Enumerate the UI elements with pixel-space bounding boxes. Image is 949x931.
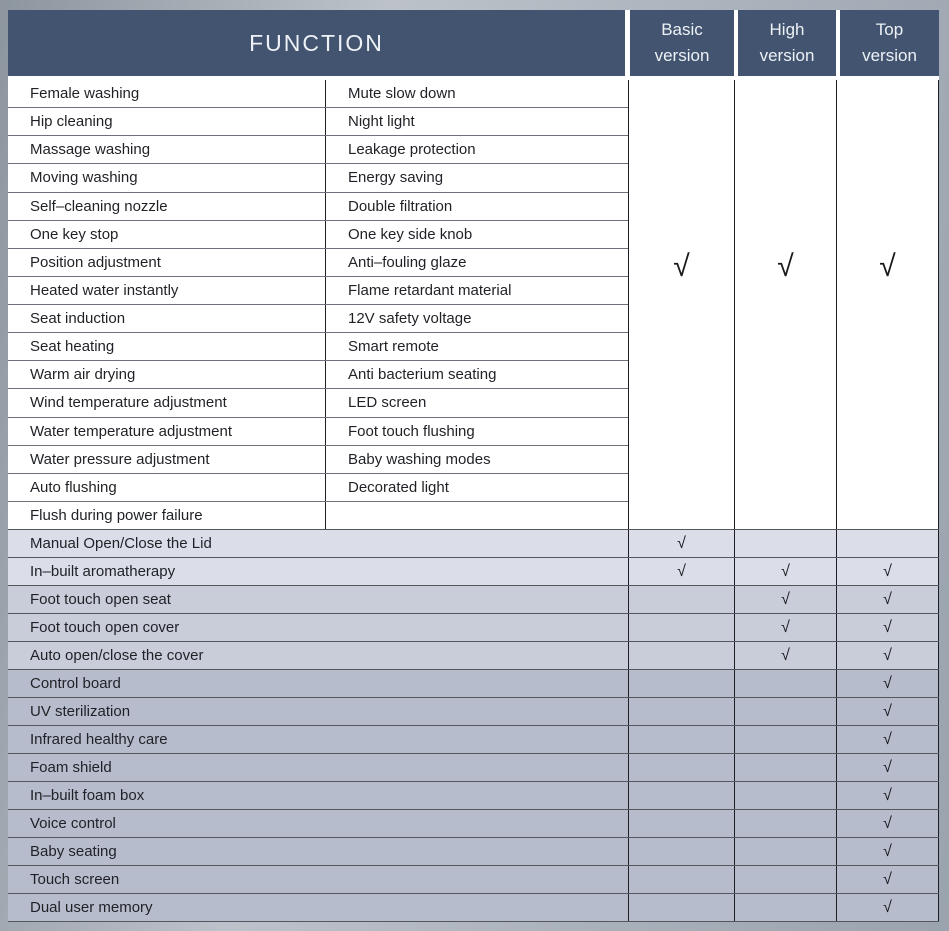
standard-functions-block <box>8 80 939 530</box>
availability-cell-high <box>734 698 836 725</box>
availability-cell-basic <box>628 726 734 753</box>
availability-cell-high <box>734 810 836 837</box>
availability-cell-high <box>734 726 836 753</box>
standard-function-label-right: Double filtration <box>325 193 628 220</box>
availability-cell-basic <box>628 614 734 641</box>
standard-function-label-left: Flush during power failure <box>30 506 203 524</box>
premium-function-label: Control board <box>30 675 121 692</box>
availability-cell-basic <box>628 838 734 865</box>
standard-function-row <box>8 80 628 108</box>
check-mark-top: √ <box>883 870 892 888</box>
premium-function-label: In–built foam box <box>30 787 145 804</box>
availability-cell-basic <box>628 670 734 697</box>
high-version-line2: version <box>759 46 815 65</box>
premium-function-label: Foam shield <box>30 759 112 776</box>
standard-function-label-left: Moving washing <box>30 169 138 187</box>
check-mark-top: √ <box>883 786 892 804</box>
availability-cell-high <box>734 614 836 641</box>
availability-cell-high <box>734 838 836 865</box>
standard-function-row <box>8 249 628 277</box>
standard-function-row <box>8 361 628 389</box>
availability-cell-high <box>734 894 836 921</box>
check-mark-top: √ <box>883 842 892 860</box>
standard-function-row <box>8 305 628 333</box>
premium-function-row <box>8 810 939 838</box>
availability-cell-top <box>836 838 939 865</box>
availability-cell-high <box>734 754 836 781</box>
standard-function-label-left: Seat induction <box>30 310 126 328</box>
standard-function-label-left: Wind temperature adjustment <box>30 394 227 412</box>
standard-function-row <box>8 108 628 136</box>
standard-function-label-right: 12V safety voltage <box>325 305 628 332</box>
availability-cell-basic <box>628 894 734 921</box>
premium-function-label: Touch screen <box>30 871 120 888</box>
standard-function-label-right: Anti–fouling glaze <box>325 249 628 276</box>
function-header-cell: FUNCTION <box>8 10 625 76</box>
premium-function-label: Foot touch open seat <box>30 591 171 608</box>
availability-cell-top <box>836 530 939 557</box>
standard-function-label-left: Water temperature adjustment <box>30 422 233 440</box>
standard-function-label-left: Massage washing <box>30 141 151 159</box>
standard-function-row <box>8 333 628 361</box>
high-version-line1: High <box>769 20 805 39</box>
availability-cell-top <box>836 698 939 725</box>
availability-cell-high <box>734 586 836 613</box>
standard-function-label-right: Foot touch flushing <box>325 418 628 445</box>
premium-function-row <box>8 698 939 726</box>
availability-cell-basic <box>628 754 734 781</box>
check-mark-high: √ <box>781 646 790 664</box>
availability-cell-high <box>734 642 836 669</box>
check-mark-basic: √ <box>677 562 686 580</box>
check-mark-high: √ <box>781 618 790 636</box>
standard-functions-list <box>8 80 628 529</box>
availability-cell-top <box>836 586 939 613</box>
standard-function-label-left: Female washing <box>30 85 140 103</box>
availability-cell-high <box>734 670 836 697</box>
check-mark-top: √ <box>879 250 896 283</box>
availability-cell-basic <box>628 698 734 725</box>
standard-function-label-right: Energy saving <box>325 164 628 191</box>
standard-function-row <box>8 389 628 417</box>
availability-cell-basic <box>628 642 734 669</box>
standard-function-label-left: Warm air drying <box>30 366 136 384</box>
column-header-top-version <box>840 10 939 76</box>
availability-cell-basic <box>628 586 734 613</box>
availability-cell-top <box>836 866 939 893</box>
standard-function-label-left: One key stop <box>30 225 119 243</box>
premium-function-row <box>8 586 939 614</box>
function-comparison-table <box>8 10 939 922</box>
premium-function-row <box>8 642 939 670</box>
standard-function-label-left: Seat heating <box>30 338 115 356</box>
top-version-line2: version <box>862 46 917 65</box>
premium-function-label: Baby seating <box>30 843 117 860</box>
availability-cell-top <box>836 894 939 921</box>
standard-function-label-right: Anti bacterium seating <box>325 361 628 388</box>
premium-function-row <box>8 530 939 558</box>
standard-function-row <box>8 474 628 502</box>
availability-cell-top <box>836 754 939 781</box>
standard-function-label-right: Flame retardant material <box>325 277 628 304</box>
standard-function-label-left: Auto flushing <box>30 478 117 496</box>
availability-cell-high <box>734 530 836 557</box>
basic-version-line2: version <box>654 46 710 65</box>
check-mark-top: √ <box>883 730 892 748</box>
premium-function-row <box>8 866 939 894</box>
premium-functions-list <box>8 530 939 922</box>
standard-function-label-left: Water pressure adjustment <box>30 450 210 468</box>
premium-function-row <box>8 838 939 866</box>
premium-function-label: Dual user memory <box>30 899 153 916</box>
check-mark-top: √ <box>883 898 892 916</box>
standard-function-row <box>8 221 628 249</box>
standard-function-label-right <box>325 502 628 529</box>
premium-function-row <box>8 558 939 586</box>
availability-cell-high <box>734 866 836 893</box>
standard-function-label-right: Smart remote <box>325 333 628 360</box>
check-mark-top: √ <box>883 646 892 664</box>
column-header-high-version <box>738 10 836 76</box>
premium-function-row <box>8 670 939 698</box>
column-header-basic-version <box>630 10 734 76</box>
premium-function-row <box>8 614 939 642</box>
availability-cell-basic <box>628 810 734 837</box>
standard-function-label-left: Position adjustment <box>30 253 161 271</box>
top-version-availability-cell <box>836 80 939 529</box>
standard-function-label-right: Decorated light <box>325 474 628 501</box>
basic-version-line1: Basic <box>661 20 703 39</box>
standard-function-label-right: Leakage protection <box>325 136 628 163</box>
check-mark-basic: √ <box>673 250 690 283</box>
standard-function-row <box>8 418 628 446</box>
availability-cell-basic <box>628 782 734 809</box>
premium-function-row <box>8 754 939 782</box>
top-version-line1: Top <box>875 20 904 39</box>
premium-function-label: In–built aromatherapy <box>30 563 176 580</box>
availability-cell-basic <box>628 866 734 893</box>
availability-cell-high <box>734 782 836 809</box>
premium-function-label: Infrared healthy care <box>30 731 168 748</box>
check-mark-top: √ <box>883 618 892 636</box>
standard-function-label-right: Mute slow down <box>325 80 628 107</box>
check-mark-top: √ <box>883 590 892 608</box>
standard-function-row <box>8 502 628 529</box>
premium-function-label: UV sterilization <box>30 703 131 720</box>
high-version-availability-cell <box>734 80 836 529</box>
standard-function-label-left: Self–cleaning nozzle <box>30 197 168 215</box>
check-mark-top: √ <box>883 674 892 692</box>
check-mark-top: √ <box>883 562 892 580</box>
availability-cell-high <box>734 558 836 585</box>
premium-function-row <box>8 894 939 922</box>
table-header <box>8 10 939 76</box>
check-mark-basic: √ <box>677 534 686 552</box>
standard-function-row <box>8 446 628 474</box>
availability-cell-top <box>836 670 939 697</box>
check-mark-top: √ <box>883 702 892 720</box>
availability-cell-top <box>836 726 939 753</box>
premium-function-label: Manual Open/Close the Lid <box>30 535 212 552</box>
standard-function-label-right: One key side knob <box>325 221 628 248</box>
standard-function-label-left: Hip cleaning <box>30 113 113 131</box>
premium-function-label: Auto open/close the cover <box>30 647 204 664</box>
premium-function-row <box>8 726 939 754</box>
check-mark-top: √ <box>883 814 892 832</box>
availability-cell-top <box>836 614 939 641</box>
standard-function-label-left: Heated water instantly <box>30 281 179 299</box>
premium-function-row <box>8 782 939 810</box>
standard-function-row <box>8 164 628 192</box>
availability-cell-top <box>836 642 939 669</box>
availability-cell-top <box>836 810 939 837</box>
availability-cell-basic <box>628 558 734 585</box>
basic-version-availability-cell <box>628 80 734 529</box>
standard-function-label-right: Night light <box>325 108 628 135</box>
check-mark-top: √ <box>883 758 892 776</box>
availability-cell-basic <box>628 530 734 557</box>
check-mark-high: √ <box>781 562 790 580</box>
standard-function-row <box>8 136 628 164</box>
standard-function-row <box>8 277 628 305</box>
standard-function-label-right: LED screen <box>325 389 628 416</box>
standard-function-label-right: Baby washing modes <box>325 446 628 473</box>
availability-cell-top <box>836 782 939 809</box>
check-mark-high: √ <box>781 590 790 608</box>
premium-function-label: Voice control <box>30 815 116 832</box>
premium-function-label: Foot touch open cover <box>30 619 180 636</box>
availability-cell-top <box>836 558 939 585</box>
check-mark-high: √ <box>777 250 794 283</box>
standard-function-row <box>8 193 628 221</box>
